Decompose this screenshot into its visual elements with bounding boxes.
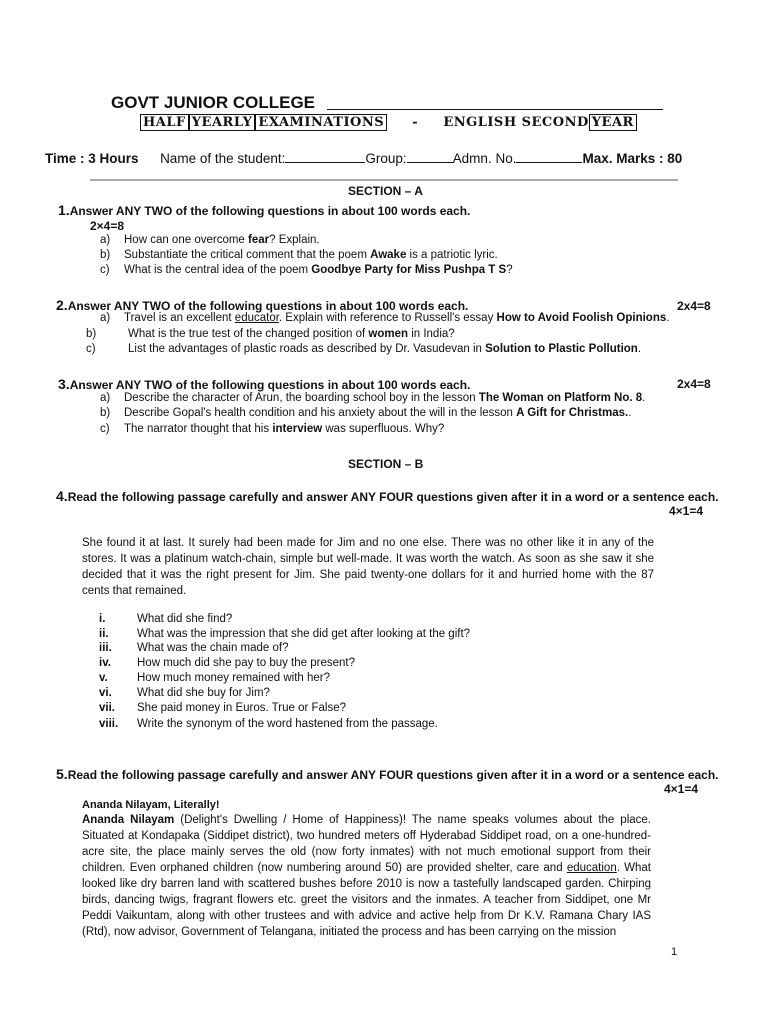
list-item xyxy=(99,687,270,699)
q2-text: Answer ANY TWO of the following questions in about 100 words each. xyxy=(67,299,469,313)
header-divider xyxy=(90,179,678,181)
item-bold: Goodbye Party for Miss Pushpa T S xyxy=(311,264,507,276)
q5-heading xyxy=(56,766,719,784)
question-text: She paid money in Euros. True or False? xyxy=(137,702,347,714)
passage-lead-rest: (Delight's Dwelling / Home of Happiness)! The name speaks volumes about the place. xyxy=(174,814,651,826)
item-pre: Travel is an excellent xyxy=(124,312,235,324)
subtitle-part-1: HALF xyxy=(140,114,189,131)
q3-item-b xyxy=(100,407,631,419)
max-marks-label: Max. Marks : 80 xyxy=(582,151,683,166)
roman-label: iv. xyxy=(99,657,111,669)
list-item xyxy=(99,702,346,714)
q3-number: 3. xyxy=(58,376,70,392)
roman-label: vii. xyxy=(99,702,115,714)
item-label: a) xyxy=(100,392,111,404)
item-label: a) xyxy=(100,312,111,324)
group-field[interactable] xyxy=(407,150,453,163)
q1-item-c xyxy=(100,264,513,276)
q1-heading xyxy=(58,202,470,220)
item-bold: The Woman on Platform No. 8 xyxy=(478,392,643,404)
passage-underlined: education xyxy=(566,862,617,874)
q2-marks: 2x4=8 xyxy=(677,299,711,313)
q3-item-c xyxy=(100,423,444,435)
q1-item-a xyxy=(100,234,320,246)
item-label: a) xyxy=(100,234,111,246)
item-underlined: educator xyxy=(234,312,279,324)
page-number: 1 xyxy=(671,946,678,958)
college-title: GOVT JUNIOR COLLEGE xyxy=(111,93,316,112)
subtitle-part-6: YEAR xyxy=(589,114,637,131)
roman-label: ii. xyxy=(99,628,109,640)
q4-number: 4. xyxy=(56,488,68,504)
item-post: . xyxy=(637,343,642,355)
item-post: was superfluous. Why? xyxy=(322,423,445,435)
q1-item-b xyxy=(100,249,498,261)
item-label: c) xyxy=(100,423,110,435)
question-text: How much did she pay to buy the present? xyxy=(137,657,355,669)
section-b-heading: SECTION – B xyxy=(348,457,424,471)
subtitle-part-3: EXAMINATIONS xyxy=(255,114,387,131)
q1-number: 1. xyxy=(58,202,70,218)
item-label: b) xyxy=(86,328,97,340)
item-post: ? xyxy=(506,264,513,276)
question-text: What was the chain made of? xyxy=(137,642,289,654)
q5-passage-title: Ananda Nilayam, Literally! xyxy=(82,799,220,811)
item-pre: The narrator thought that his xyxy=(124,423,273,435)
roman-label: iii. xyxy=(99,642,112,654)
q3-marks: 2x4=8 xyxy=(677,377,711,391)
student-name-field[interactable] xyxy=(285,150,365,163)
item-pre: List the advantages of plastic roads as described by Dr. Vasudevan in xyxy=(128,343,486,355)
item-pre: Describe the character of Arun, the boarding school boy in the lesson xyxy=(124,392,479,404)
q5-marks: 4×1=4 xyxy=(664,782,699,796)
roman-label: i. xyxy=(99,613,106,625)
student-name-label: Name of the student: xyxy=(160,151,286,166)
q5-passage xyxy=(82,812,651,940)
item-post: . xyxy=(666,312,670,324)
list-item xyxy=(99,672,330,684)
item-bold: Awake xyxy=(370,249,407,261)
item-post: ? Explain. xyxy=(269,234,320,246)
question-text: Write the synonym of the word hastened from the passage. xyxy=(137,718,438,730)
item-bold: A Gift for Christmas. xyxy=(516,407,629,419)
exam-subtitle xyxy=(140,115,637,130)
q4-text: Read the following passage carefully and answer ANY FOUR questions given after it in a word or a sentence each. xyxy=(67,490,719,504)
q4-passage: She found it at last. It surely had been made for Jim and no one else. There was no other like it in any of the stores. It was a platinum watch-chain, simple but well-made. It was worth the watch. As soon as she saw it she decided that it was the right present for Jim. She paid twenty-one dollars for it and hurried home with the 87 cents that remained. xyxy=(82,537,654,597)
list-item xyxy=(99,642,289,654)
item-post: . xyxy=(628,407,632,419)
q3-item-a xyxy=(100,392,645,404)
item-pre: How can one overcome xyxy=(124,234,249,246)
item-mid: . Explain with reference to Russell's essay xyxy=(278,312,497,324)
section-a-heading: SECTION – A xyxy=(348,184,423,198)
item-label: b) xyxy=(100,407,111,419)
roman-label: viii. xyxy=(99,718,119,730)
q2-item-a xyxy=(100,312,669,324)
title-underline xyxy=(327,109,663,110)
q2-item-b xyxy=(86,328,455,340)
passage-body-pre: Situated at Kondapaka (Siddipet district), two hundred meters off Hyderabad Siddipet road, on a one-hundred-acre site, the place mainly serves the old (now forty inmates) with not much emotional support from their children. Even orphaned children (now numbering around 50) are provided shelter, care and xyxy=(82,830,651,874)
list-item xyxy=(99,613,232,625)
item-pre: Substantiate the critical comment that the poem xyxy=(124,249,371,261)
passage-body-post: . What looked like dry barren land with scattered bushes before 2010 is now a tastefully landscaped garden. Chirping birds, dancing twigs, fragrant flowers etc. greet the visitors and the inmates. A teacher from Siddipet, one Mr Peddi Vaikuntam, along with other trustees and with advice and active help from Dr K.V. Ramana Chary IAS (Rtd), now advisor, Government of Telangana, initiated the process and has been carrying on the mission xyxy=(82,862,652,938)
subtitle-part-5: ENGLISH SECOND xyxy=(443,115,589,130)
item-label: c) xyxy=(86,343,96,355)
q1-text: Answer ANY TWO of the following questions in about 100 words each. xyxy=(69,204,471,218)
subtitle-part-2: YEARLY xyxy=(189,114,256,131)
item-bold: women xyxy=(368,328,408,340)
admn-field[interactable] xyxy=(516,150,582,163)
q5-number: 5. xyxy=(56,766,68,782)
q5-text: Read the following passage carefully and answer ANY FOUR questions given after it in a word or a sentence each. xyxy=(67,768,719,782)
item-pre: What is the true test of the changed position of xyxy=(128,328,369,340)
list-item xyxy=(99,657,355,669)
item-label: b) xyxy=(100,249,111,261)
q4-marks: 4×1=4 xyxy=(669,504,704,518)
roman-label: vi. xyxy=(99,687,112,699)
item-post: is a patriotic lyric. xyxy=(406,249,498,261)
subtitle-dash: - xyxy=(412,115,419,130)
item-bold: fear xyxy=(248,234,270,246)
time-label: Time : 3 Hours xyxy=(45,151,139,166)
question-text: What did she buy for Jim? xyxy=(137,687,270,699)
admn-label: Admn. No. xyxy=(452,151,517,166)
question-text: How much money remained with her? xyxy=(137,672,331,684)
q4-heading xyxy=(56,488,719,506)
exam-info-row xyxy=(45,150,682,166)
item-pre: What is the central idea of the poem xyxy=(124,264,312,276)
question-text: What was the impression that she did get after looking at the gift? xyxy=(137,628,471,640)
item-pre: Describe Gopal's health condition and his anxiety about the will in the lesson xyxy=(124,407,517,419)
roman-label: v. xyxy=(99,672,108,684)
q3-text: Answer ANY TWO of the following questions in about 100 words each. xyxy=(69,378,471,392)
question-text: What did she find? xyxy=(137,613,233,625)
item-post: . xyxy=(642,392,646,404)
q2-number: 2. xyxy=(56,297,68,313)
item-label: c) xyxy=(100,264,110,276)
group-label: Group: xyxy=(365,151,407,166)
item-bold: interview xyxy=(272,423,323,435)
item-post: in India? xyxy=(408,328,455,340)
q2-item-c xyxy=(86,343,641,355)
list-item xyxy=(99,628,470,640)
passage-lead-bold: Ananda Nilayam xyxy=(82,814,175,826)
q1-marks: 2×4=8 xyxy=(90,219,125,233)
list-item xyxy=(99,718,438,730)
item-bold: Solution to Plastic Pollution xyxy=(485,343,638,355)
item-bold: How to Avoid Foolish Opinions xyxy=(496,312,667,324)
